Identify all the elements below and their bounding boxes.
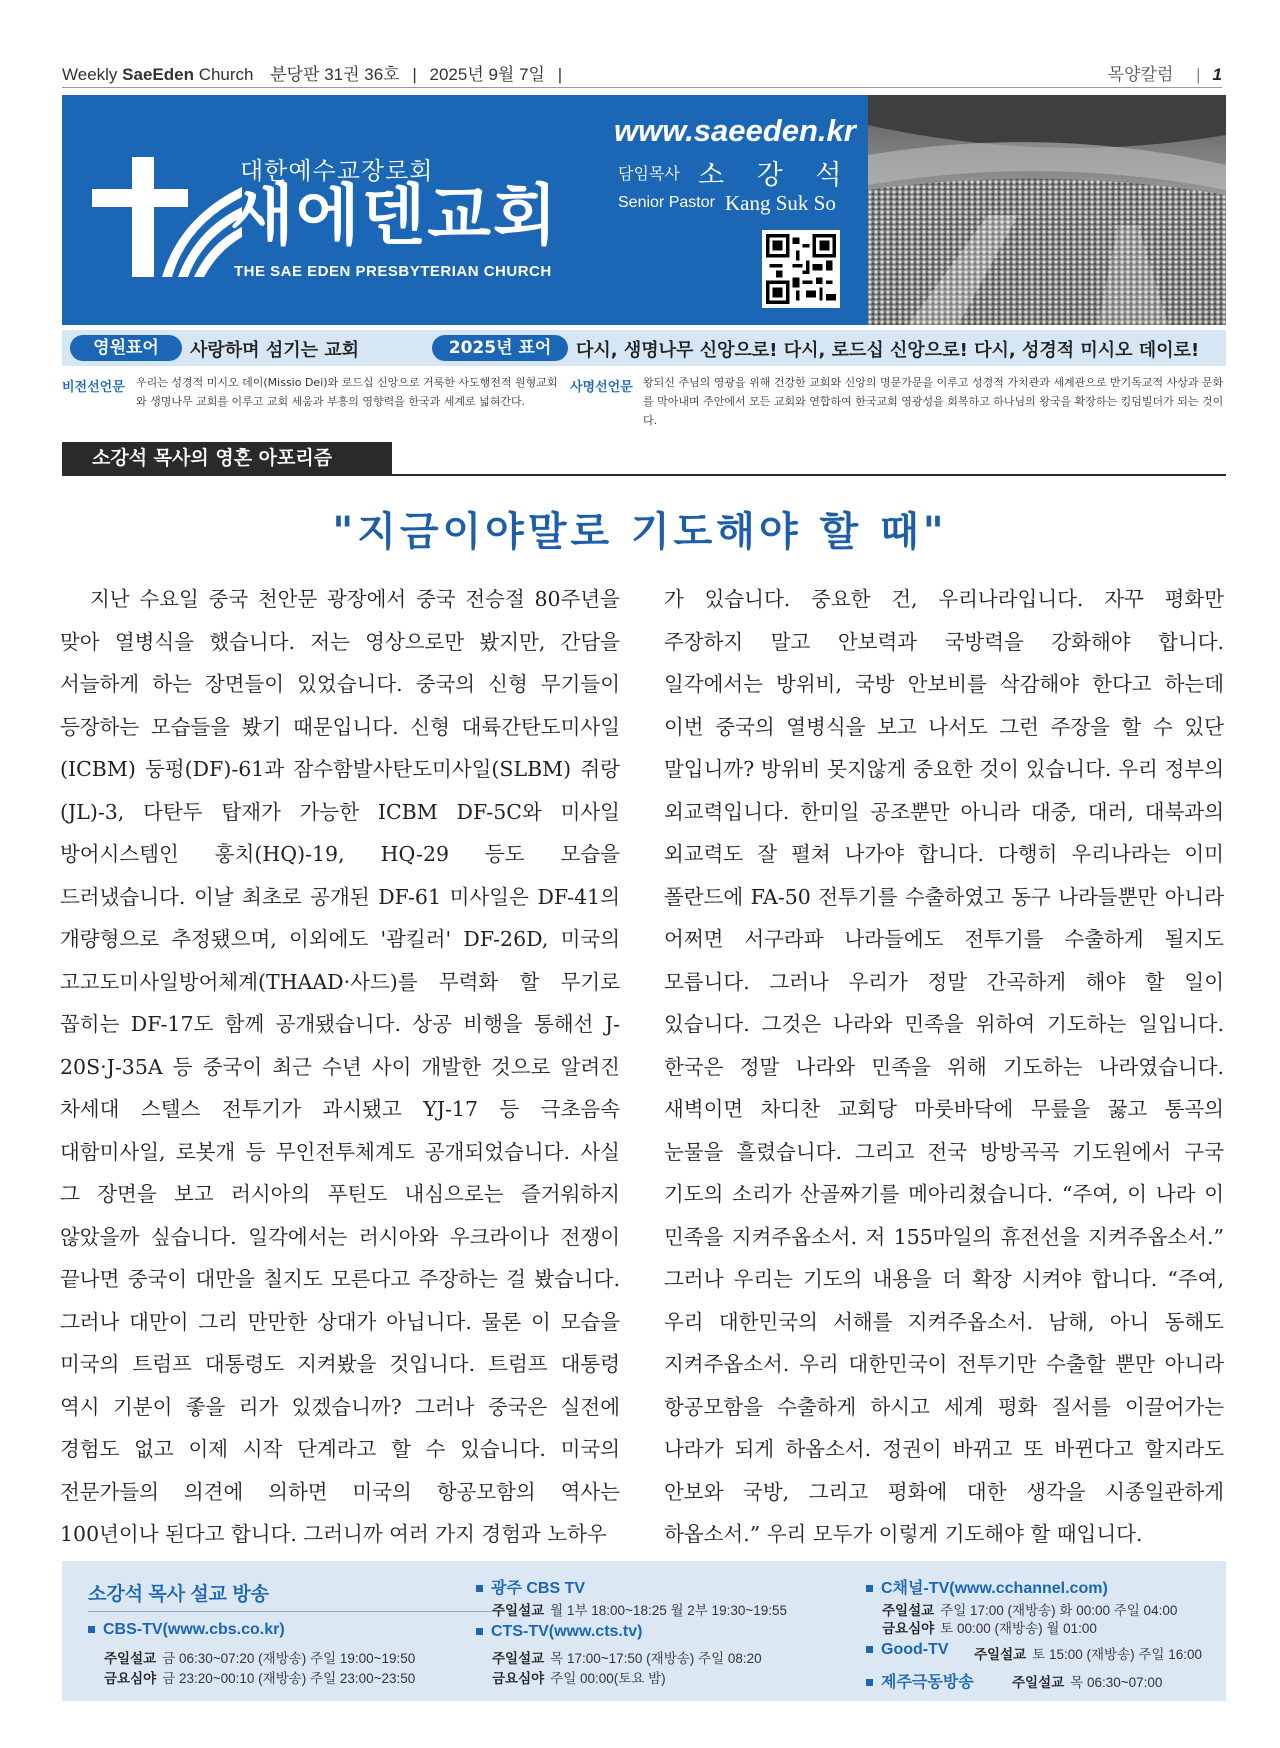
broadcast-title: 소강석 목사 설교 방송 xyxy=(88,1584,270,1605)
schedule-key: 주일설교 xyxy=(104,1651,157,1666)
broadcast-title-rule xyxy=(88,1611,492,1612)
mission-label: 사명선언문 xyxy=(570,380,633,395)
pastor-label-ko: 담임목사 xyxy=(618,164,680,183)
channel-gwangju xyxy=(476,1575,585,1598)
schedule-key: 주일설교 xyxy=(492,1603,545,1618)
channel-good xyxy=(866,1641,949,1659)
year-slogan-label: 2025년 표어 xyxy=(432,335,568,361)
divider: | xyxy=(412,65,417,84)
schedule-key: 주일설교 xyxy=(974,1647,1027,1662)
channel-good-line1 xyxy=(974,1643,1202,1663)
website-link[interactable]: www.saeeden.kr xyxy=(614,113,856,148)
top-rule xyxy=(62,87,1222,88)
year-slogan-text: 다시, 생명나무 신앙으로! 다시, 로드십 신앙으로! 다시, 성경적 미시오 데이로! xyxy=(576,340,1200,361)
channel-gwangju-line1 xyxy=(492,1599,787,1619)
issue-number: 분당판 31권 36호 xyxy=(270,65,400,84)
schedule-key: 주일설교 xyxy=(1012,1675,1065,1690)
square-bullet-icon xyxy=(476,1585,483,1592)
qr-code-icon[interactable] xyxy=(762,230,840,308)
mission-text: 왕되신 주님의 영광을 위해 건강한 교회와 신앙의 명문가문을 이루고 성경적 가치관과 세계관으로 반기독교적 사상과 문화를 막아내며 주안에서 모든 교회와 연합하여 한국교회 영광성을 회복하고 하나님의 왕국을 확장하는 킹덤빌더가 되는 것이다. xyxy=(643,376,1224,427)
top-meta-bar xyxy=(62,56,1222,86)
channel-cts-line2 xyxy=(492,1667,666,1687)
broadcast-box xyxy=(62,1561,1226,1701)
section-rule xyxy=(62,474,1226,476)
brand-suffix: Church xyxy=(193,65,254,84)
pastor-label-en: Senior Pastor xyxy=(618,194,715,211)
cross-logo-icon xyxy=(92,157,242,277)
schedule-key: 주일설교 xyxy=(492,1651,545,1666)
article-column-2: 가 있습니다. 중요한 건, 우리나라입니다. 자꾸 평화만 주장하지 말고 안보력과 국방력을 강화해야 합니다. 일각에서는 방위비, 국방 안보비를 삭감해야 한다고 하는데 이번 중국의 열병식을 보고 나서도 그런 주장을 할 수 있단 말입니까? 방위비 못지않게 중요한 것이 있습니다. 우리 정부의 외교력입니다. 한미일 공조뿐만 아니라 대중, 대러, 대북과의 외교력도 잘 펼쳐 나가야 합니다. 다행히 우리나라는 이미 폴란드에 FA-50 전투기를 수출하였고 동구 나라들뿐만 아니라 어쩌면 서구라파 나라들에도 전투기를 수출하게 될지도 모릅니다. 그러나 우리가 정말 간곡하게 해야 할 일이 있습니다. 그것은 나라와 민족을 위하여 기도하는 일입니다. 한국은 정말 나라와 민족을 위해 기도하는 나라였습니다. 새벽이면 차디찬 교회당 마룻바닥에 무릎을 꿇고 통곡의 눈물을 흘렸습니다. 그리고 전국 방방곡곡 기도원에서 구국 기도의 소리가 산골짜기를 메아리쳤습니다. “주여, 이 나라 이 민족을 지켜주옵소서. 저 155마일의 휴전선을 지켜주옵소서.” 그러나 우리는 기도의 내용을 더 확장 시켜야 합니다. “주여, 우리 대한민국의 서해를 지켜주옵소서. 남해, 아니 동해도 지켜주옵소서. 우리 대한민국이 전투기만 수출할 뿐만 아니라 항공모함을 수출하게 하시고 세계 평화 질서를 이끌어가는 나라가 되게 하옵소서. 정권이 바뀌고 또 바뀐다고 할지라도 안보와 국방, 그리고 평화에 대한 생각을 시종일관하게 하옵소서.” 우리 모두가 이렇게 기도해야 할 때입니다. xyxy=(664,587,1224,1546)
pastor-name-ko: 소 강 석 xyxy=(698,160,854,191)
pastor-name-en: Kang Suk So xyxy=(725,191,836,215)
article-column-1: 지난 수요일 중국 천안문 광장에서 중국 전승절 80주년을 맞아 열병식을 했습니다. 저는 영상으로만 봤지만, 간담을 서늘하게 하는 장면들이 있었습니다. 중국의 신형 무기들이 등장하는 모습들을 봤기 때문입니다. 신형 대륙간탄도미사일(ICBM) 둥펑(DF)-61과 잠수함발사탄도미사일(SLBM) 쥐랑(JL)-3, 다탄두 탑재가 가능한 ICBM DF-5C와 미사일 방어시스템인 훙치(HQ)-19, HQ-29 등도 모습을 드러냈습니다. 이날 최초로 공개된 DF-61 미사일은 DF-41의 개량형으로 추정됐으며, 이외에도 '괌킬러' DF-26D, 미국의 고고도미사일방어체계(THAAD·사드)를 무력화 할 무기로 꼽히는 DF-17도 함께 공개됐습니다. 상공 비행을 통해선 J-20S·J-35A 등 중국이 최근 수년 사이 개발한 것으로 알려진 차세대 스텔스 전투기가 과시됐고 YJ-17 등 극초음속 대함미사일, 로봇개 등 무인전투체계도 공개되었습니다. 사실 그 장면을 보고 러시아의 푸틴도 내심으로는 즐거워하지 않았을까 싶습니다. 일각에서는 러시아와 우크라이나 전쟁이 끝나면 중국이 대만을 칠지도 모른다고 주장하는 걸 봤습니다. 그러나 대만이 그리 만만한 상대가 아닙니다. 물론 이 모습을 미국의 트럼프 대통령도 지켜봤을 것입니다. 트럼프 대통령 역시 기분이 좋을 리가 있겠습니까? 그러나 중국은 실전에 경험도 없고 이제 시작 단계라고 할 수 있습니다. 미국의 전문가들의 의견에 의하면 미국의 항공모함의 역사는 100년이나 된다고 합니다. 그러니까 여러 가지 경험과 노하우 xyxy=(60,587,620,1546)
channel-cbs-line1 xyxy=(104,1647,415,1667)
channel-cchannel-line2 xyxy=(882,1617,1097,1637)
eternal-slogan-label: 영원표어 xyxy=(70,335,182,361)
channel-cts-name: CTS-TV(www.cts.tv) xyxy=(491,1623,643,1640)
schedule-key: 주일설교 xyxy=(882,1603,935,1618)
square-bullet-icon xyxy=(476,1628,483,1635)
channel-cchannel-line1 xyxy=(882,1599,1177,1619)
square-bullet-icon xyxy=(88,1626,95,1633)
section-tag: 소강석 목사의 영혼 아포리즘 xyxy=(62,442,392,475)
channel-jeju xyxy=(866,1669,974,1692)
schedule-value: 목 06:30~07:00 xyxy=(1070,1675,1163,1690)
masthead xyxy=(62,95,1226,325)
vision-label: 비전선언문 xyxy=(62,380,125,395)
schedule-value: 금 23:20~00:10 (재방송) 주일 23:00~23:50 xyxy=(162,1671,416,1686)
channel-jeju-line1 xyxy=(1012,1671,1162,1691)
brand-bold: SaeEden xyxy=(122,65,194,84)
schedule-key: 금요심야 xyxy=(882,1621,935,1636)
channel-cbs xyxy=(88,1621,285,1639)
brand-prefix: Weekly xyxy=(62,65,123,84)
schedule-key: 금요심야 xyxy=(104,1671,157,1686)
page-section: 목양칼럼 xyxy=(1107,65,1174,84)
schedule-value: 토 00:00 (재방송) 월 01:00 xyxy=(940,1621,1097,1636)
schedule-value: 주일 00:00(토요 밤) xyxy=(550,1671,666,1686)
slogan-bar xyxy=(62,330,1226,366)
schedule-value: 금 06:30~07:20 (재방송) 주일 19:00~19:50 xyxy=(162,1651,416,1666)
divider: | xyxy=(1196,65,1201,84)
vision-text: 우리는 성경적 미시오 데이(Missio Dei)와 로드십 신앙으로 거룩한 사도행전적 원형교회와 생명나무 교회를 이루고 교회 세움과 부흥의 영향력을 한국과 세계로 넓혀간다. xyxy=(136,376,558,408)
channel-cchannel-name: C채널-TV(www.cchannel.com) xyxy=(881,1580,1108,1597)
channel-cbs-name: CBS-TV(www.cbs.co.kr) xyxy=(103,1621,285,1638)
divider: | xyxy=(557,65,563,84)
schedule-value: 월 1부 18:00~18:25 월 2부 19:30~19:55 xyxy=(550,1603,788,1618)
denomination: 대한예수교장로회 xyxy=(240,157,434,185)
channel-gwangju-name: 광주 CBS TV xyxy=(491,1580,586,1597)
church-name: 새에덴교회 xyxy=(230,177,559,254)
congregation-photo xyxy=(868,95,1226,325)
schedule-value: 토 15:00 (재방송) 주일 16:00 xyxy=(1032,1647,1202,1662)
issue-info xyxy=(62,60,570,85)
channel-cchannel xyxy=(866,1575,1108,1598)
church-name-en: THE SAE EDEN PRESBYTERIAN CHURCH xyxy=(234,263,552,280)
issue-date: 2025년 9월 7일 xyxy=(429,65,545,84)
article-title: "지금이야말로 기도해야 할 때" xyxy=(332,509,948,555)
page-number: 1 xyxy=(1212,65,1222,84)
schedule-value: 주일 17:00 (재방송) 화 00:00 주일 04:00 xyxy=(940,1603,1178,1618)
channel-cts-line1 xyxy=(492,1647,762,1667)
square-bullet-icon xyxy=(866,1679,873,1686)
channel-jeju-name: 제주극동방송 xyxy=(881,1674,974,1691)
channel-cts xyxy=(476,1623,642,1641)
eternal-slogan-text: 사랑하며 섬기는 교회 xyxy=(190,340,360,361)
square-bullet-icon xyxy=(866,1646,873,1653)
schedule-key: 금요심야 xyxy=(492,1671,545,1686)
page-info xyxy=(1108,60,1222,85)
channel-good-name: Good-TV xyxy=(881,1641,949,1658)
square-bullet-icon xyxy=(866,1585,873,1592)
channel-cbs-line2 xyxy=(104,1667,415,1687)
schedule-value: 목 17:00~17:50 (재방송) 주일 08:20 xyxy=(550,1651,762,1666)
